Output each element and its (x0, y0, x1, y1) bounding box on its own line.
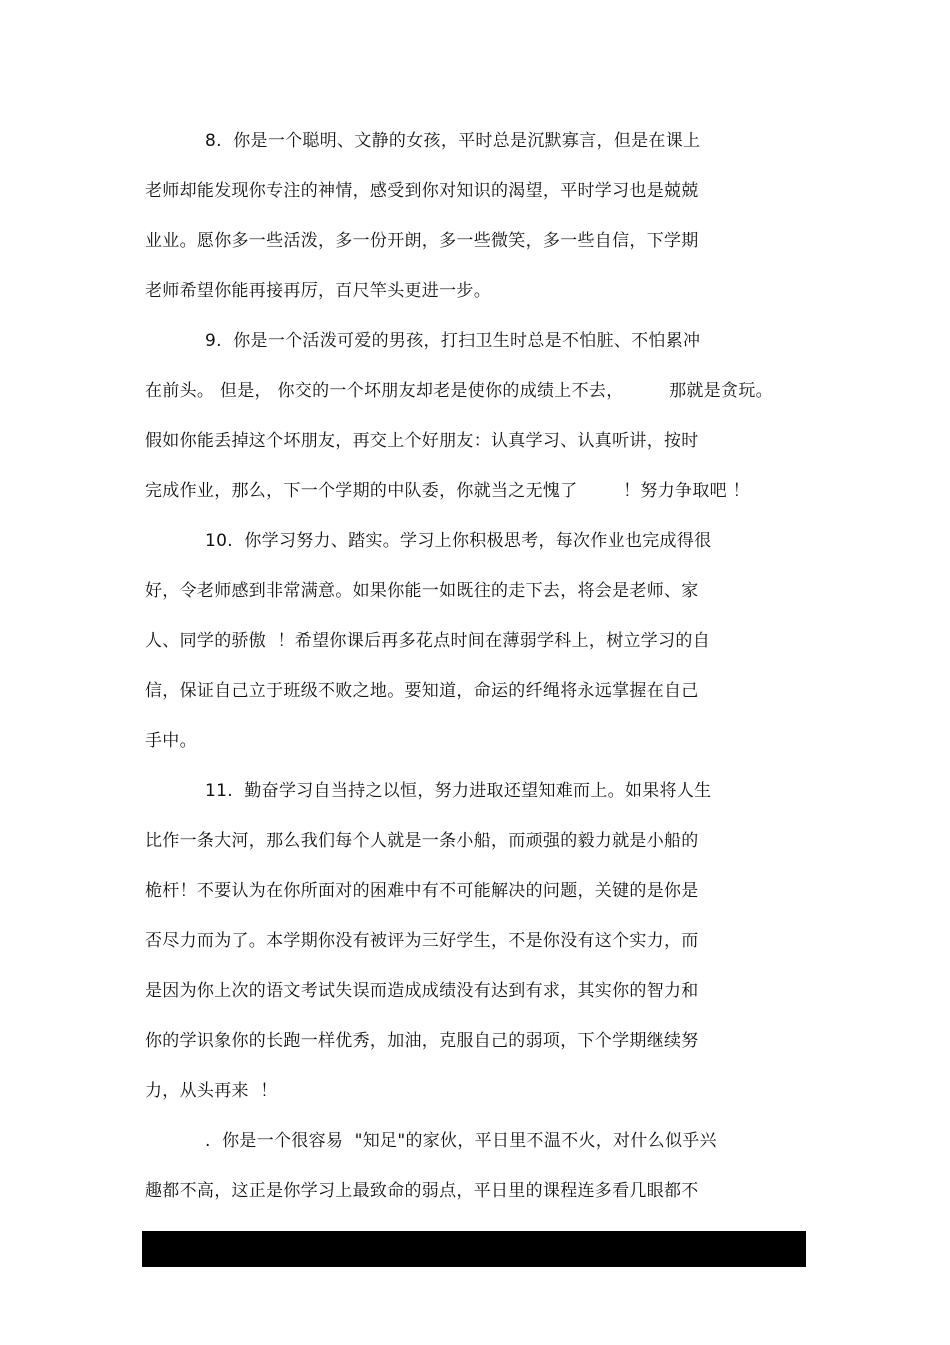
paragraph-10-line-4: 信，保证自己立于班级不败之地。要知道，命运的纤绳将永远掌握在自己 (145, 681, 699, 701)
paragraph-11-line-6: 你的学识象你的长跑一样优秀，加油，克服自己的弱项，下个学期继续努 (145, 1031, 699, 1051)
paragraph-11-line-5: 是因为你上次的语文考试失误而造成成绩没有达到有求，其实你的智力和 (145, 981, 699, 1001)
paragraph-10-line-2: 好，令老师感到非常满意。如果你能一如既往的走下去，将会是老师、家 (145, 581, 699, 601)
paragraph-12-line-2: 趣都不高，这正是你学习上最致命的弱点，平日里的课程连多看几眼都不 (145, 1181, 699, 1201)
paragraph-8-line-2: 老师却能发现你专注的神情，感受到你对知识的渴望，平时学习也是兢兢 (145, 181, 699, 201)
paragraph-9-line-1: 9. 你是一个活泼可爱的男孩，打扫卫生时总是不怕脏、不怕累冲 (205, 331, 701, 351)
paragraph-11-line-1: 11. 勤奋学习自当持之以恒，努力进取还望知难而上。如果将人生 (205, 781, 712, 801)
paragraph-11-line-2: 比作一条大河，那么我们每个人就是一条小船，而顽强的毅力就是小船的 (145, 831, 699, 851)
paragraph-9-line-3: 假如你能丢掉这个坏朋友，再交上个好朋友：认真学习、认真听讲，按时 (145, 431, 699, 451)
paragraph-11-line-7: 力，从头再来 ！ (145, 1081, 278, 1101)
paragraph-11-line-4: 否尽力而为了。本学期你没有被评为三好学生，不是你没有这个实力，而 (145, 931, 699, 951)
redaction-bar (142, 1231, 806, 1267)
paragraph-8-line-1: 8. 你是一个聪明、文静的女孩，平时总是沉默寡言，但是在课上 (205, 131, 701, 151)
paragraph-12-line-1: . 你是一个很容易 "知足"的家伙，平日里不温不火，对什么似乎兴 (205, 1131, 717, 1151)
paragraph-10-line-5: 手中。 (145, 731, 197, 751)
paragraph-8-line-3: 业业。愿你多一些活泼，多一份开朗，多一些微笑，多一些自信，下学期 (145, 231, 699, 251)
paragraph-9-line-4: 完成作业，那么，下一个学期的中队委，你就当之无愧了 ！努力争取吧 ！ (145, 481, 750, 501)
paragraph-8-line-4: 老师希望你能再接再厉，百尺竿头更进一步。 (145, 281, 491, 301)
paragraph-10-line-3: 人、同学的骄傲 ！希望你课后再多花点时间在薄弱学科上，树立学习的自 (145, 631, 711, 651)
paragraph-11-line-3: 桅杆！不要认为在你所面对的困难中有不可能解决的问题，关键的是你是 (145, 881, 699, 901)
paragraph-9-line-2: 在前头。 但是， 你交的一个坏朋友却老是使你的成绩上不去， 那就是贪玩。 (145, 381, 773, 401)
paragraph-10-line-1: 10. 你学习努力、踏实。学习上你积极思考，每次作业也完成得很 (205, 531, 712, 551)
